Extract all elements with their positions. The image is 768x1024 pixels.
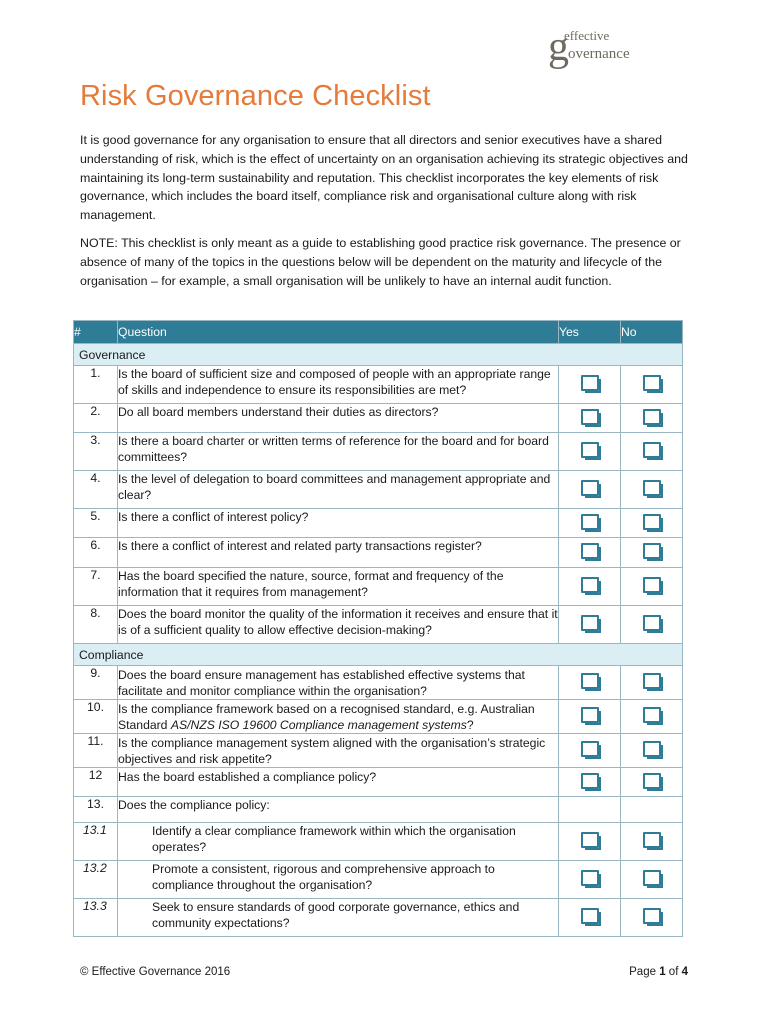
row-question: Does the compliance policy: xyxy=(118,797,559,823)
checkbox-icon xyxy=(643,773,661,789)
yes-checkbox[interactable] xyxy=(559,768,621,797)
row-number: 13.1 xyxy=(74,823,118,861)
page-title: Risk Governance Checklist xyxy=(80,80,431,112)
footer-page-number xyxy=(629,966,688,978)
checkbox-icon xyxy=(643,375,661,391)
row-question: Do all board members understand their duties as directors? xyxy=(118,404,559,433)
row-number: 5. xyxy=(74,509,118,538)
row-number: 7. xyxy=(74,568,118,606)
no-checkbox[interactable] xyxy=(621,606,683,644)
table-row xyxy=(74,734,683,768)
effective-governance-logo xyxy=(548,26,658,72)
row-number: 12 xyxy=(74,768,118,797)
no-checkbox[interactable] xyxy=(621,568,683,606)
checkbox-icon xyxy=(643,480,661,496)
checkbox-icon xyxy=(643,577,661,593)
section-row-governance xyxy=(74,344,683,366)
no-checkbox[interactable] xyxy=(621,538,683,568)
section-title: Governance xyxy=(74,344,683,366)
checkbox-icon xyxy=(643,409,661,425)
checkbox-icon xyxy=(581,741,599,757)
table-row xyxy=(74,538,683,568)
table-row xyxy=(74,606,683,644)
yes-checkbox[interactable] xyxy=(559,433,621,471)
yes-checkbox[interactable] xyxy=(559,538,621,568)
row-question: Is the board of sufficient size and composed of people with an appropriate range of skills and independence to ensure its responsibilities are met? xyxy=(118,366,559,404)
checkbox-icon xyxy=(643,707,661,723)
yes-checkbox[interactable] xyxy=(559,509,621,538)
yes-checkbox[interactable] xyxy=(559,666,621,700)
checkbox-icon xyxy=(581,480,599,496)
no-cell-empty xyxy=(621,797,683,823)
logo-glyph: g xyxy=(548,24,569,70)
row-question: Has the board established a compliance policy? xyxy=(118,768,559,797)
logo-line-governance: overnance xyxy=(568,46,630,62)
no-checkbox[interactable] xyxy=(621,509,683,538)
checkbox-icon xyxy=(581,409,599,425)
row-question: Is there a conflict of interest and related party transactions register? xyxy=(118,538,559,568)
row-question xyxy=(118,700,559,734)
no-checkbox[interactable] xyxy=(621,823,683,861)
row-question: Is there a conflict of interest policy? xyxy=(118,509,559,538)
checkbox-icon xyxy=(581,615,599,631)
checkbox-icon xyxy=(581,773,599,789)
checkbox-icon xyxy=(581,707,599,723)
checkbox-icon xyxy=(643,514,661,530)
note-text: : This checklist is only meant as a guide to establishing good practice risk governance. The presence or absence of many of the topics in the questions below will be dependent on the maturity and lifecycle of the organisation – for example, a small organisation will be unlikely to have an internal audit function. xyxy=(80,236,681,288)
no-checkbox[interactable] xyxy=(621,700,683,734)
yes-checkbox[interactable] xyxy=(559,734,621,768)
table-header-row xyxy=(74,321,683,344)
no-checkbox[interactable] xyxy=(621,366,683,404)
row-number: 4. xyxy=(74,471,118,509)
no-checkbox[interactable] xyxy=(621,404,683,433)
yes-checkbox[interactable] xyxy=(559,700,621,734)
yes-checkbox[interactable] xyxy=(559,606,621,644)
section-row-compliance xyxy=(74,644,683,666)
standard-title: AS/NZS ISO 19600 Compliance management systems xyxy=(170,718,467,732)
table-row xyxy=(74,700,683,734)
table-row xyxy=(74,366,683,404)
checklist-table xyxy=(73,320,683,937)
row-question: Promote a consistent, rigorous and comprehensive approach to compliance throughout the organisation? xyxy=(118,861,559,899)
header-no: No xyxy=(621,321,683,344)
row-question-text: Is the compliance framework based on a recognised standard, e.g. Australian Standard xyxy=(118,702,535,732)
yes-checkbox[interactable] xyxy=(559,568,621,606)
no-checkbox[interactable] xyxy=(621,471,683,509)
yes-checkbox[interactable] xyxy=(559,861,621,899)
yes-checkbox[interactable] xyxy=(559,899,621,937)
row-number: 11. xyxy=(74,734,118,768)
checkbox-icon xyxy=(581,832,599,848)
table-row xyxy=(74,823,683,861)
checkbox-icon xyxy=(643,543,661,559)
checkbox-icon xyxy=(643,832,661,848)
row-number: 1. xyxy=(74,366,118,404)
section-title: Compliance xyxy=(74,644,683,666)
row-number: 13.3 xyxy=(74,899,118,937)
no-checkbox[interactable] xyxy=(621,433,683,471)
checkbox-icon xyxy=(581,514,599,530)
intro-paragraph: It is good governance for any organisation to ensure that all directors and senior executives have a shared understanding of risk, which is the effect of uncertainty on an organisation achieving its strategic objectives and maintaining its long-term sustainability and reputation. This checklist incorporates the key elements of risk governance, which includes the board itself, compliance risk and organisational culture along with risk management. xyxy=(80,133,688,223)
yes-checkbox[interactable] xyxy=(559,823,621,861)
total-pages: 4 xyxy=(681,966,688,978)
checkbox-icon xyxy=(581,577,599,593)
table-row xyxy=(74,568,683,606)
row-question: Is the level of delegation to board committees and management appropriate and clear? xyxy=(118,471,559,509)
table-row xyxy=(74,768,683,797)
yes-checkbox[interactable] xyxy=(559,404,621,433)
row-question: Identify a clear compliance framework within which the organisation operates? xyxy=(118,823,559,861)
table-row xyxy=(74,509,683,538)
row-number: 6. xyxy=(74,538,118,568)
checkbox-icon xyxy=(643,442,661,458)
row-question: Does the board monitor the quality of the information it receives and ensure that it is of a sufficient quality to allow effective decision-making? xyxy=(118,606,559,644)
current-page: 1 xyxy=(659,966,666,978)
row-number: 8. xyxy=(74,606,118,644)
page-word: Page xyxy=(629,966,660,978)
checkbox-icon xyxy=(643,870,661,886)
table-row xyxy=(74,797,683,823)
note-paragraph xyxy=(80,234,688,290)
checkbox-icon xyxy=(643,615,661,631)
no-checkbox[interactable] xyxy=(621,899,683,937)
yes-checkbox[interactable] xyxy=(559,471,621,509)
row-question: Is the compliance management system aligned with the organisation’s strategic objectives and risk appetite? xyxy=(118,734,559,768)
checkbox-icon xyxy=(581,870,599,886)
header-question: Question xyxy=(118,321,559,344)
row-number: 13.2 xyxy=(74,861,118,899)
logo-line-effective: effective xyxy=(564,28,610,43)
table-row xyxy=(74,861,683,899)
row-number: 2. xyxy=(74,404,118,433)
header-number: # xyxy=(74,321,118,344)
checkbox-icon xyxy=(581,375,599,391)
table-row xyxy=(74,471,683,509)
row-number: 10. xyxy=(74,700,118,734)
row-question-end: ? xyxy=(466,718,474,732)
table-row xyxy=(74,899,683,937)
row-number: 9. xyxy=(74,666,118,700)
row-number: 3. xyxy=(74,433,118,471)
header-yes: Yes xyxy=(559,321,621,344)
checkbox-icon xyxy=(581,908,599,924)
table-row xyxy=(74,666,683,700)
yes-cell-empty xyxy=(559,797,621,823)
checkbox-icon xyxy=(643,741,661,757)
of-word: of xyxy=(665,966,682,978)
checkbox-icon xyxy=(581,543,599,559)
checkbox-icon xyxy=(643,908,661,924)
yes-checkbox[interactable] xyxy=(559,366,621,404)
checkbox-icon xyxy=(581,673,599,689)
row-question: Seek to ensure standards of good corporate governance, ethics and community expectations? xyxy=(118,899,559,937)
no-checkbox[interactable] xyxy=(621,666,683,700)
row-question: Is there a board charter or written terms of reference for the board and for board committees? xyxy=(118,433,559,471)
row-question: Has the board specified the nature, source, format and frequency of the information that it requires from management? xyxy=(118,568,559,606)
checkbox-icon xyxy=(643,673,661,689)
row-number: 13. xyxy=(74,797,118,823)
note-label: NOTE xyxy=(80,236,115,250)
checkbox-icon xyxy=(581,442,599,458)
row-question: Does the board ensure management has established effective systems that facilitate and monitor compliance within the organisation? xyxy=(118,666,559,700)
no-checkbox[interactable] xyxy=(621,734,683,768)
no-checkbox[interactable] xyxy=(621,861,683,899)
no-checkbox[interactable] xyxy=(621,768,683,797)
table-row xyxy=(74,404,683,433)
footer-copyright: © Effective Governance 2016 xyxy=(80,966,231,978)
table-row xyxy=(74,433,683,471)
